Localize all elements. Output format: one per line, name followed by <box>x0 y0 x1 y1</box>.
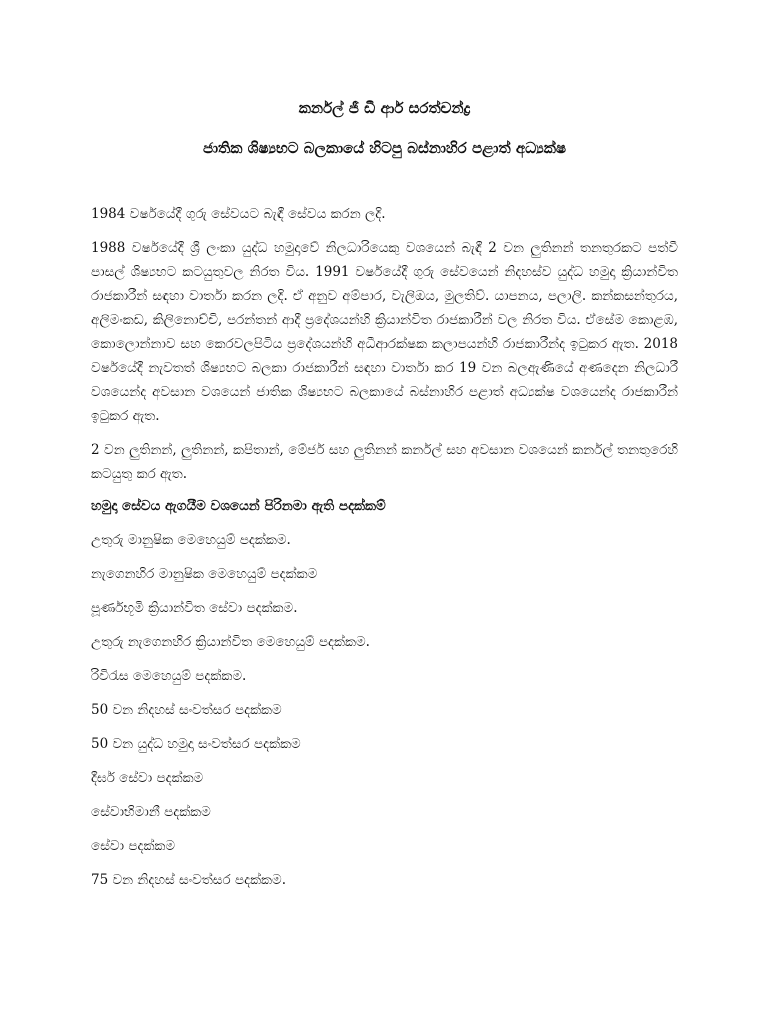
award-list <box>91 528 678 892</box>
award-item: 50 වන යුද්ධ හමුදා සංවත්සර පදක්කම <box>91 736 301 752</box>
award-item: 75 වන නිදහස් සංවත්සර පදක්කම. <box>91 872 287 888</box>
award-item: දීර්ඝ සේවා පදක්කම <box>91 770 204 786</box>
award-item: සේවා පදක්කම <box>91 838 176 854</box>
award-item: නැගෙනහිර මානුෂික මෙහෙයුම් පදක්කම <box>91 566 318 582</box>
award-item: සේවාභිමානී පදක්කම <box>91 804 211 820</box>
document-title: කර්නල් ජී ඩී ආර් සරත්චන්ද්‍ර <box>298 99 471 117</box>
paragraph-army-career: 1988 වර්ෂයේදී ශ්‍රී ලංකා යුද්ධ හමුදාවේ නිලධාරියෙකු වශයෙන් බැඳී 2 වන ලුතිනන් තනතුරකට පත්වී පාසල් ශිෂ්‍යභට කටයුතුවල නිරත විය. 1991 වර්ෂයේදී ගුරු සේවයෙන් නිදහස්ව යුද්ධ හමුදා ක්‍රියාන්විත රාජකාරීන් සඳහා වාර්තා කරන ලදි. ඒ අනුව අම්පාර, වැලිඔය, මුලතිව්. යාපනය, පලාලි. කන්කසන්තුරය, අලිමංකඩ, කිලිනොච්චි, පරන්තන් ආදී ප්‍රදේශයන්හි ක්‍රියාන්විත රාජකාරීන් වල නිරත විය. ඒසේම කොළඹ, කොලොන්නාව සහ කෙරවලපිටිය ප්‍රදේශයන්හි අධීආරක්ෂක කලාපයන්හි රාජකාරීන්ද ඉටුකර ඇත. 2018 වර්ෂයේදී නැවතත් ශිෂ්‍යභට බලකා රාජකාරීන් සඳහා වාර්තා කර 19 වන බලඇණියේ අණදෙන නිලධාරී වශයෙන්ද අවසාන වශයෙන් ජාතික ශිෂ්‍යභට බලකායේ බස්නාහිර පළාත් අධ්‍යක්ෂ වශයෙන්ද රාජකාරීන් ඉටුකර ඇත. <box>91 240 678 424</box>
awards-heading: හමුදා සේවය ඇගයීම වශයෙන් පිරිනමා ඇති පදක්කම් <box>91 498 386 514</box>
award-item: 50 වන නිදහස් සංවත්සර පදක්කම <box>91 702 282 718</box>
award-item: රිවිරැස මෙහෙයුම් පදක්කම. <box>91 668 247 684</box>
paragraph-ranks-held: 2 වන ලුතිනන්, ලුතිනන්, කපිතාන්, මේජර් සහ ලුතිනන් කර්නල් සහ අවසාන වශයෙන් කර්නල් තනතුරෙහි කටයුතු කර ඇත. <box>91 442 678 482</box>
award-item: උතුරු නැගෙනහිර ක්‍රියාන්විත මෙහෙයුම් පදක්කම. <box>91 634 370 650</box>
award-item: උතුරු මානුෂික මෙහෙයුම් පදක්කම. <box>91 532 291 548</box>
document-subtitle: ජාතික ශිෂ්‍යභට බලකායේ හිටපු බස්නාහිර පළාත් අධ්‍යක්ෂ <box>202 139 567 157</box>
paragraph-teaching-service: 1984 වර්ෂයේදී ගුරු සේවයට බැඳී සේවය කරන ලදි. <box>91 206 386 222</box>
award-item: පූර්ණභූමි ක්‍රියාන්විත සේවා පදක්කම. <box>91 600 298 616</box>
